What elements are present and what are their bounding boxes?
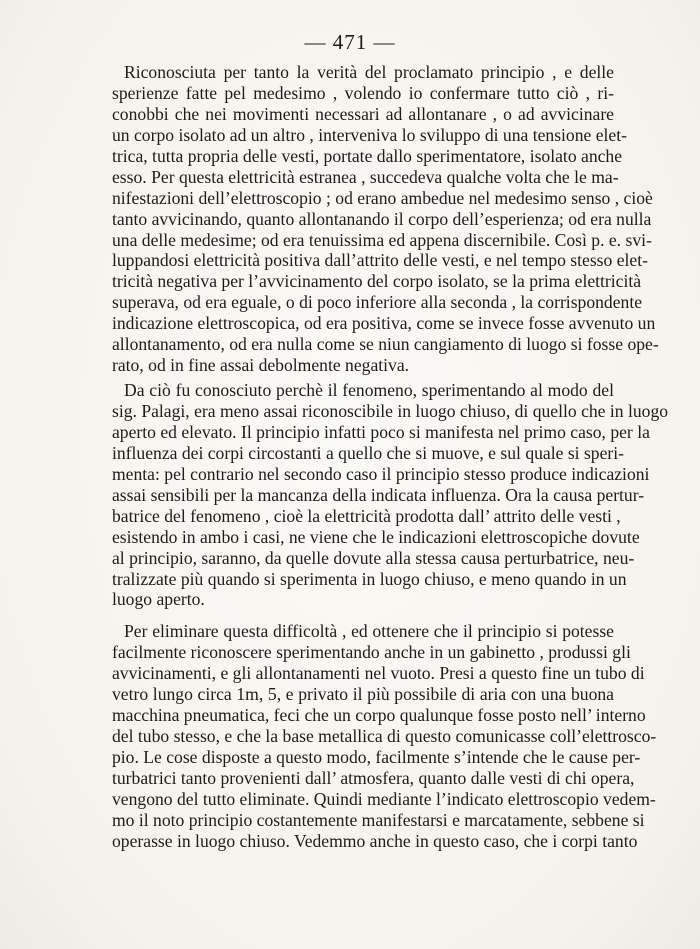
text-line: esistendo in ambo i casi, ne viene che le indicazioni elettroscopiche dovute xyxy=(112,526,640,547)
text-line: trica, tutta propria delle vesti, portate dallo sperimentatore, isolato anche xyxy=(112,145,623,166)
text-line: sig. Palagi, era meno assai riconoscibile in luogo chiuso, di quello che in luogo xyxy=(112,401,669,421)
page-number: — 471 — xyxy=(304,30,396,54)
text-line: Riconosciuta per tanto la verità del proclamato principio , e delle xyxy=(124,62,614,82)
text-line: batrice del fenomeno , cioè la elettricità prodotta dall’ attrito delle vesti , xyxy=(112,505,621,526)
text-line: del tubo stesso, e che la base metallica di questo comunicasse coll’elettrosco- xyxy=(112,726,657,747)
text-line: allontanamento, od era nulla come se niun cangiamento di luogo si fosse ope- xyxy=(112,334,659,355)
text-line: conobbi che nei movimenti necessari ad allontanare , o ad avvicinare xyxy=(112,103,614,124)
text-line: turbatrici tanto provenienti dall’ atmosfera, quanto dalle vesti di chi opera, xyxy=(112,767,635,788)
text-line: al principio, saranno, da quelle dovute alla stessa causa perturbatrice, neu- xyxy=(112,547,635,568)
text-line: vetro lungo circa 1m, 5, e privato il più possibile di aria con una buona xyxy=(112,684,614,705)
text-line: menta: pel contrario nel secondo caso il principio stesso produce indicazioni xyxy=(112,463,650,484)
text-line: tralizzate più quando si sperimenta in luogo chiuso, e meno quando in un xyxy=(112,568,627,589)
text-line: una delle medesime; od era tenuissima ed appena discernibile. Così p. e. svi- xyxy=(112,229,652,250)
text-line: rato, od in fine assai debolmente negativa. xyxy=(112,355,410,376)
text-line: vengono del tutto eliminate. Quindi mediante l’indicato elettroscopio vedem- xyxy=(112,788,656,809)
paragraph-2 xyxy=(112,380,669,610)
text-line: Da ciò fu conosciuto perchè il fenomeno, sperimentando al modo del xyxy=(124,380,614,401)
text-line: un corpo isolato ad un altro , interveniva lo sviluppo di una tensione elet- xyxy=(112,124,627,145)
text-line: esso. Per questa elettricità estranea , succedeva qualche volta che le ma- xyxy=(112,166,619,187)
text-line: tanto avvicinando, quanto allontanando il corpo dell’esperienza; od era nulla xyxy=(112,208,652,229)
text-line: influenza dei corpi circostanti a quello che si muove, e sul quale si speri- xyxy=(112,442,625,463)
text-line: tricità negativa per l’avvicinamento del corpo isolato, se la prima elettricità xyxy=(112,271,642,292)
paragraph-spacer xyxy=(112,610,614,621)
text-line: sperienze fatte pel medesimo , volendo io confermare tutto ciò , ri- xyxy=(112,82,614,103)
text-line: aperto ed elevato. Il principio infatti poco si manifesta nel primo caso, per la xyxy=(112,421,650,442)
body-text xyxy=(112,62,669,852)
text-line: facilmente riconoscere sperimentando anche in un gabinetto , produssi gli xyxy=(112,642,631,663)
text-line: luogo aperto. xyxy=(112,589,205,610)
paragraph-3 xyxy=(112,621,657,851)
text-line: mo il noto principio costantemente manifestarsi e marcatamente, sebbene si xyxy=(112,809,645,830)
text-line: Per eliminare questa difficoltà , ed ottenere che il principio si potesse xyxy=(124,621,614,642)
text-line: superava, od era eguale, o di poco inferiore alla seconda , la corrispondente xyxy=(112,292,643,313)
text-line: indicazione elettroscopica, od era positiva, come se invece fosse avvenuto un xyxy=(112,313,656,334)
text-line: luppandosi elettricità positiva dall’attrito delle vesti, e nel tempo stesso elet- xyxy=(112,250,648,271)
text-line: macchina pneumatica, feci che un corpo qualunque fosse posto nell’ interno xyxy=(112,705,646,726)
text-line: operasse in luogo chiuso. Vedemmo anche in questo caso, che i corpi tanto xyxy=(112,830,638,851)
text-line: avvicinamenti, e gli allontanamenti nel vuoto. Presi a questo fine un tubo di xyxy=(112,663,645,684)
paragraph-1 xyxy=(112,62,659,376)
text-line: assai sensibili per la mancanza della indicata influenza. Ora la causa pertur- xyxy=(112,484,645,505)
text-line: nifestazioni dell’elettroscopio ; od erano ambedue nel medesimo senso , cioè xyxy=(112,187,653,208)
text-line: pio. Le cose disposte a questo modo, facilmente s’intende che le cause per- xyxy=(112,747,641,767)
